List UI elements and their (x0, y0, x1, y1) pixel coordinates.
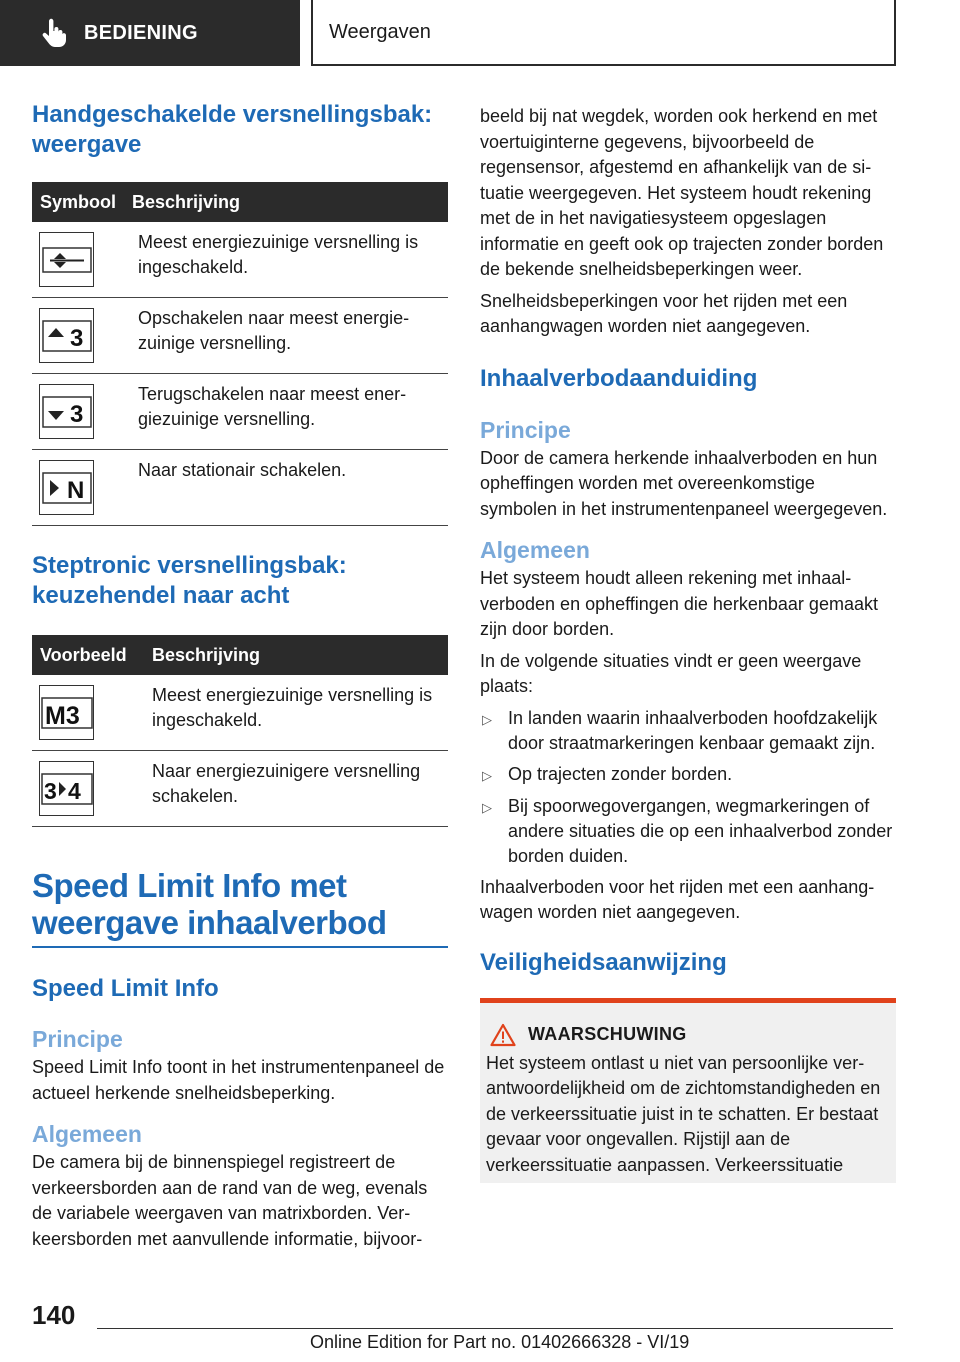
table-row (32, 374, 448, 450)
svg-text:3: 3 (69, 324, 83, 352)
right-column (480, 100, 896, 1183)
column-header-symbol: Symbool (40, 191, 117, 212)
section-title-steptronic: Steptronic versnellingsbak: keuzehendel naar acht (32, 552, 347, 609)
section-title-manual-gearbox: Handgeschakelde versnellingsbak: weergave (32, 101, 433, 158)
paragraph-algemeen-1: Het systeem houdt alleen rekening met inhaalverboden en opheffingen die herkenbaar gemaakt zijn door borden. (480, 568, 878, 639)
page-footer (0, 1298, 960, 1362)
3-to-4-symbol-icon (39, 761, 94, 816)
table-cell-description: Meest energiezuinige versnelling is ingeschakeld. (138, 232, 419, 277)
column-header-example: Voorbeeld (40, 644, 127, 665)
warning-header (486, 1023, 888, 1047)
section-title-inhaalverbod: Inhaalverbodaanduiding (480, 364, 758, 392)
table-row (32, 675, 448, 751)
table-cell-description: Opschakelen naar meest energiezuinige versnelling. (138, 308, 410, 353)
page-header (0, 0, 960, 66)
warning-label: WAARSCHUWING (528, 1024, 687, 1044)
bullet-list (480, 706, 896, 869)
hand-pointer-icon (40, 18, 68, 48)
subsection-title-speed-limit-info: Speed Limit Info (32, 975, 219, 1002)
heading-principe: Principe (32, 1026, 123, 1052)
heading-principe: Principe (480, 416, 571, 443)
table-row (32, 298, 448, 374)
paragraph-principe: Speed Limit Info toont in het instrumentenpaneel de actueel herkende snelheidsbeperking. (32, 1057, 445, 1103)
section-label: BEDIENING (84, 21, 198, 44)
section-title-safety: Veiligheidsaanwijzing (480, 948, 727, 976)
triangle-bullet-icon: ▷ (482, 711, 492, 727)
table-cell-description: Meest energiezuinige versnelling is ingeschakeld. (152, 685, 433, 730)
svg-text:N: N (66, 476, 84, 504)
table-cell-description: Terugschakelen naar meest energiezuinige versnelling. (138, 384, 407, 429)
edition-text: Online Edition for Part no. 01402666328 - VI/19 (310, 1332, 690, 1352)
column-header-description: Beschrijving (152, 644, 261, 665)
paragraph-algemeen-2: In de volgende situaties vindt er geen weergave plaats: (480, 650, 862, 696)
table-header (32, 182, 448, 222)
table-cell-description: Naar stationair schakelen. (138, 460, 347, 480)
list-item: ▷ Bij spoorwegovergangen, wegmarkeringen of andere situaties die op een inhaalverbod zonder borden duiden. (480, 794, 896, 869)
svg-text:3: 3 (69, 400, 83, 428)
updown-gear-symbol-icon (39, 232, 94, 287)
manual-gearbox-table (32, 182, 448, 526)
warning-triangle-icon (490, 1023, 516, 1047)
svg-text:3: 3 (43, 777, 57, 804)
page-topic-box (311, 0, 896, 66)
heading-algemeen: Algemeen (480, 537, 590, 563)
m3-symbol-icon (39, 685, 94, 740)
table-row (32, 450, 448, 526)
triangle-bullet-icon: ▷ (482, 799, 492, 815)
footer-divider (97, 1328, 893, 1329)
table-row (32, 222, 448, 298)
downshift-3-symbol-icon (39, 384, 94, 439)
chapter-title: Speed Limit Info met weergave inhaalverbod (32, 867, 448, 948)
page-number: 140 (32, 1300, 76, 1330)
left-column (32, 100, 448, 1252)
paragraph-principe: Door de camera herkende inhaalverboden en hun opheffingen worden met overeenkomstige symbolen in het instrumentenpaneel weergegeven. (480, 447, 888, 519)
upshift-3-symbol-icon (39, 308, 94, 363)
neutral-n-symbol-icon (39, 460, 94, 515)
page-topic: Weergaven (329, 20, 431, 43)
warning-text: Het systeem ontlast u niet van persoonlijke verantwoordelijkheid om de zichtomstandigheden en de verkeerssituatie juist in te schatten. Er bestaat gevaar voor ongevallen. Rijstijl aan de verkeerssituatie aanpassen. Verkeerssituatie (486, 1052, 881, 1175)
steptronic-table (32, 635, 448, 827)
warning-box (480, 998, 896, 1183)
paragraph-trailer: Snelheidsbeperkingen voor het rijden met een aanhangwagen worden niet aangegeven. (480, 290, 848, 336)
paragraph-continued: beeld bij nat wegdek, worden ook herkend en met voertuiginterne gegevens, bijvoorbeeld de regensensor, afgestemd en afhankelijk van de situatie weergegeven. Het systeem houdt rekening met de in het navigatiesysteem opgeslagen informatie en geeft ook op trajecten zonder borden de bekende snelheidsbeperkingen weer. (480, 106, 884, 279)
heading-algemeen: Algemeen (32, 1121, 142, 1147)
list-item: ▷ In landen waarin inhaalverboden hoofdzakelijk door straatmarkeringen kenbaar gemaakt zijn. (480, 706, 896, 756)
paragraph-algemeen: De camera bij de binnenspiegel registreert de verkeersborden aan de rand van de weg, evenals de variabele weergaven van matrixborden. Verkeersborden met aanvullende informatie, bijvoor- (32, 1152, 428, 1249)
section-tab (0, 0, 300, 66)
svg-text:M3: M3 (44, 701, 80, 730)
svg-text:4: 4 (67, 777, 81, 804)
list-item: ▷ Op trajecten zonder borden. (480, 762, 896, 788)
table-row (32, 751, 448, 827)
paragraph-trailer-overtaking: Inhaalverboden voor het rijden met een aanhangwagen worden niet aangegeven. (480, 876, 875, 922)
triangle-bullet-icon: ▷ (482, 767, 492, 783)
table-cell-description: Naar energiezuinigere versnelling schakelen. (152, 761, 421, 806)
column-header-description: Beschrijving (132, 191, 241, 212)
table-header (32, 635, 448, 675)
